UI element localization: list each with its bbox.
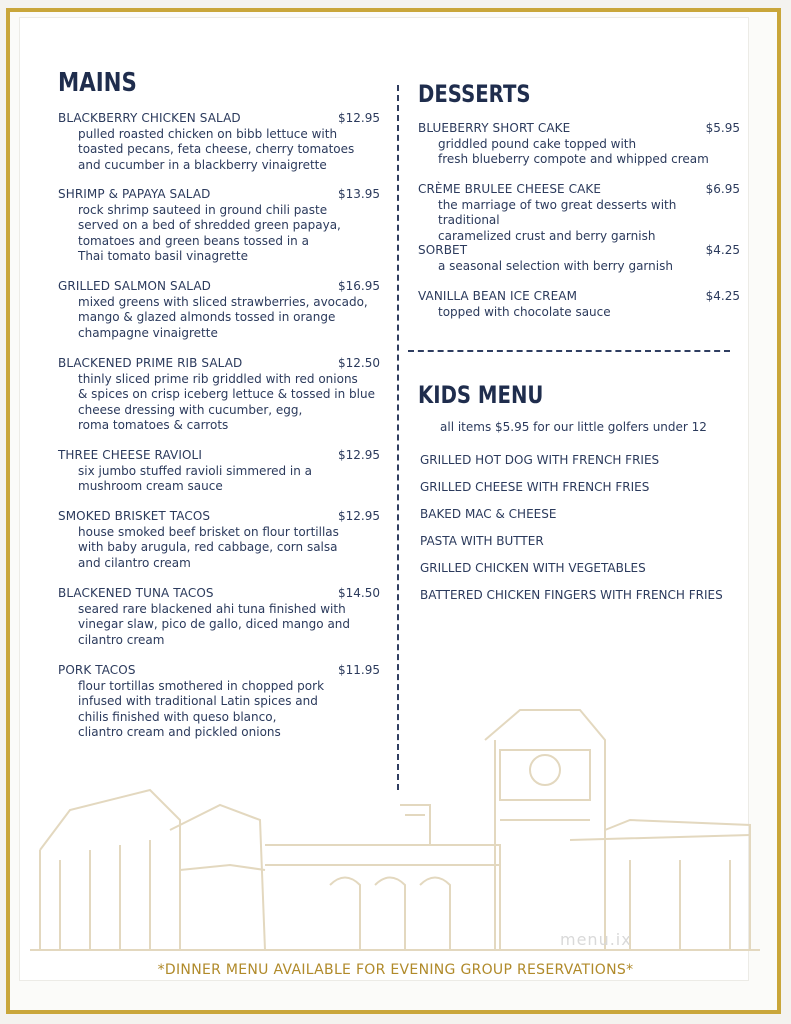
item-description	[58, 203, 380, 265]
kids-menu-note: all items $5.95 for our little golfers under 12	[440, 420, 707, 434]
desc-line: vinegar slaw, pico de gallo, diced mango and	[78, 617, 351, 631]
item-description	[58, 127, 380, 174]
item-description	[58, 464, 380, 495]
desc-line: cheese dressing with cucumber, egg,	[78, 402, 303, 417]
desc-line: topped with chocolate sauce	[438, 304, 611, 319]
menu-item	[418, 289, 740, 320]
kids-menu-item: GRILLED CHICKEN WITH VEGETABLES	[420, 561, 646, 575]
desc-line: flour tortillas smothered in chopped pork	[78, 678, 325, 693]
desc-line: champagne vinaigrette	[78, 325, 218, 340]
desc-line: mixed greens with sliced strawberries, avocado,	[78, 294, 368, 309]
desc-line: griddled pound cake topped with	[438, 136, 637, 151]
item-name: GRILLED SALMON SALAD	[58, 279, 211, 293]
item-price: $6.95	[705, 182, 740, 196]
desc-line: roma tomatoes & carrots	[78, 418, 229, 432]
item-description	[418, 305, 740, 321]
kids-menu-item: GRILLED CHEESE WITH FRENCH FRIES	[420, 480, 650, 494]
item-price: $16.95	[338, 279, 380, 293]
menu-item	[58, 111, 380, 173]
item-price: $12.50	[338, 356, 380, 370]
item-name: SORBET	[418, 243, 468, 257]
item-name: BLUEBERRY SHORT CAKE	[418, 121, 571, 135]
desc-line: pulled roasted chicken on bibb lettuce with	[78, 126, 338, 141]
desc-line: tomatoes and green beans tossed in a	[78, 233, 309, 248]
item-description	[58, 679, 380, 741]
desc-line: a seasonal selection with berry garnish	[438, 258, 673, 273]
desc-line: served on a bed of shredded green papaya,	[78, 218, 341, 232]
desc-line: house smoked beef brisket on flour tortillas	[78, 524, 339, 539]
desc-line: caramelized crust and berry garnish	[438, 228, 656, 243]
mains-heading: MAINS	[58, 68, 137, 98]
desc-line: seared rare blackened ahi tuna finished with	[78, 601, 346, 616]
kids-menu-item: GRILLED HOT DOG WITH FRENCH FRIES	[420, 453, 660, 467]
column-divider	[397, 85, 399, 790]
item-price: $11.95	[338, 663, 380, 677]
item-description	[58, 295, 380, 342]
item-name: PORK TACOS	[58, 663, 136, 677]
item-price: $13.95	[338, 187, 380, 201]
item-name: CRÈME BRULEE CHEESE CAKE	[418, 182, 602, 196]
desc-line: & spices on crisp iceberg lettuce & tossed in blue	[78, 387, 375, 401]
desc-line: chilis finished with queso blanco,	[78, 709, 277, 724]
item-description	[58, 372, 380, 434]
desc-line: six jumbo stuffed ravioli simmered in a	[78, 463, 313, 478]
menu-item	[418, 121, 740, 168]
item-name: BLACKBERRY CHICKEN SALAD	[58, 111, 241, 125]
menu-item	[418, 243, 740, 274]
desc-line: mushroom cream sauce	[78, 479, 223, 493]
menu-item	[58, 279, 380, 341]
desc-line: thinly sliced prime rib griddled with red onions	[78, 371, 358, 386]
item-name: THREE CHEESE RAVIOLI	[58, 448, 202, 462]
section-divider	[408, 350, 730, 352]
desc-line: and cucumber in a blackberry vinaigrette	[78, 157, 327, 172]
item-price: $4.25	[705, 243, 740, 257]
kids-menu-item: PASTA WITH BUTTER	[420, 534, 544, 548]
item-description	[418, 259, 740, 275]
menu-item	[58, 187, 380, 265]
menu-item	[58, 356, 380, 434]
item-price: $12.95	[338, 509, 380, 523]
kids-menu-item: BAKED MAC & CHEESE	[420, 507, 557, 521]
menu-item	[418, 182, 740, 244]
item-description	[58, 602, 380, 649]
desc-line: fresh blueberry compote and whipped cream	[438, 152, 709, 166]
watermark: menu.ix	[560, 930, 632, 949]
desc-line: the marriage of two great desserts with traditional	[438, 197, 677, 227]
footer-note: *DINNER MENU AVAILABLE FOR EVENING GROUP RESERVATIONS*	[157, 962, 634, 978]
item-description	[58, 525, 380, 572]
desc-line: mango & glazed almonds tossed in orange	[78, 310, 336, 324]
menu-item	[58, 663, 380, 741]
desserts-heading: DESSERTS	[418, 80, 531, 108]
kids-menu-item: BATTERED CHICKEN FINGERS WITH FRENCH FRIES	[420, 588, 723, 602]
desc-line: toasted pecans, feta cheese, cherry tomatoes	[78, 142, 355, 156]
item-price: $4.25	[705, 289, 740, 303]
item-price: $12.95	[338, 111, 380, 125]
desc-line: infused with traditional Latin spices and	[78, 694, 318, 708]
desc-line: rock shrimp sauteed in ground chili paste	[78, 202, 328, 217]
menu-item	[58, 509, 380, 571]
item-name: BLACKENED PRIME RIB SALAD	[58, 356, 243, 370]
item-price: $12.95	[338, 448, 380, 462]
item-name: SHRIMP & PAPAYA SALAD	[58, 187, 211, 201]
item-description	[418, 198, 740, 245]
item-price: $14.50	[338, 586, 380, 600]
menu-item	[58, 586, 380, 648]
desc-line: cilantro cream	[78, 632, 165, 647]
desc-line: with baby arugula, red cabbage, corn salsa	[78, 540, 338, 554]
desc-line: Thai tomato basil vinagrette	[78, 249, 248, 263]
menu-item	[58, 448, 380, 495]
kids-menu-heading: KIDS MENU	[418, 381, 544, 409]
item-description	[418, 137, 740, 168]
item-name: SMOKED BRISKET TACOS	[58, 509, 211, 523]
item-price: $5.95	[705, 121, 740, 135]
item-name: VANILLA BEAN ICE CREAM	[418, 289, 578, 303]
desc-line: cliantro cream and pickled onions	[78, 725, 281, 739]
item-name: BLACKENED TUNA TACOS	[58, 586, 214, 600]
desc-line: and cilantro cream	[78, 555, 191, 570]
